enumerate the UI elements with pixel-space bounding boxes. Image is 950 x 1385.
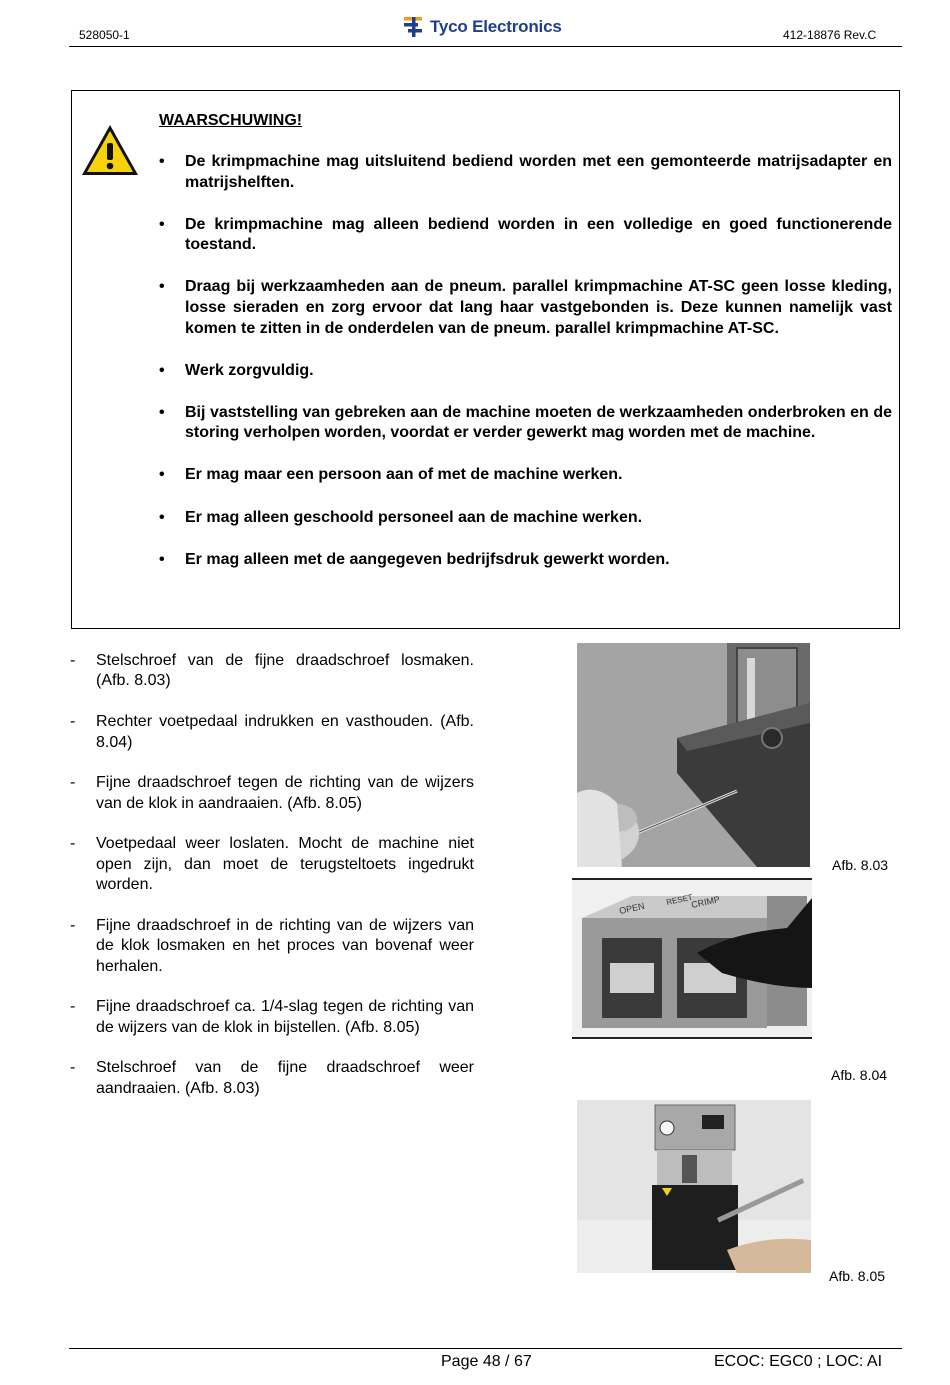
crimp-machine-illustration (577, 1100, 811, 1273)
warning-item: • De krimpmachine mag alleen bediend worden in een volledige en goed functionerende toestand. (159, 215, 892, 256)
procedure-steps (70, 651, 474, 1120)
company-logo (402, 12, 562, 42)
step-item: - Stelschroef van de fijne draadschroef weer aandraaien. (Afb. 8.03) (70, 1058, 474, 1099)
figure-8-03-photo (577, 643, 810, 867)
step-item: - Rechter voetpedaal indrukken en vasthouden. (Afb. 8.04) (70, 712, 474, 753)
figure-8-05-caption: Afb. 8.05 (829, 1268, 886, 1284)
step-item: - Stelschroef van de fijne draadschroef losmaken. (Afb. 8.03) (70, 651, 474, 692)
warning-item: • Er mag maar een persoon aan of met de machine werken. (159, 465, 892, 486)
footer-divider (69, 1348, 902, 1349)
warning-item: • Er mag alleen met de aangegeven bedrijfsdruk gewerkt worden. (159, 550, 892, 571)
revision-number: 412-18876 Rev.C (783, 28, 877, 42)
figure-8-03-caption: Afb. 8.03 (832, 857, 889, 873)
document-number: 528050-1 (79, 28, 130, 42)
figure-8-05-photo (577, 1100, 811, 1273)
warning-item: • Er mag alleen geschoold personeel aan de machine werken. (159, 508, 892, 529)
pedal-label-open: OPEN (618, 900, 646, 916)
header-divider (69, 46, 902, 47)
figure-8-04-photo (572, 878, 812, 1039)
pedal-label-reset: RESET (665, 892, 694, 907)
foot-pedal-illustration (572, 878, 812, 1039)
crimp-head-screwdriver-illustration (577, 643, 810, 867)
pedal-label-crimp: CRIMP (690, 894, 721, 910)
warning-triangle-icon (80, 123, 140, 177)
warning-title: WAARSCHUWING! (159, 112, 303, 129)
page-number: Page 48 / 67 (441, 1353, 532, 1370)
tyco-logo-icon (402, 15, 424, 39)
step-item: - Fijne draadschroef in de richting van de wijzers van de klok losmaken en het proces van bovenaf weer herhalen. (70, 916, 474, 977)
document-code: ECOC: EGC0 ; LOC: AI (714, 1353, 883, 1370)
warning-item: • Bij vaststelling van gebreken aan de machine moeten de werkzaamheden onderbroken en de storing verholpen worden, voordat er verder gewerkt mag worden met de machine. (159, 403, 892, 444)
figure-8-04-caption: Afb. 8.04 (831, 1067, 888, 1083)
step-item: - Fijne draadschroef tegen de richting van de wijzers van de klok in aandraaien. (Afb. 8.05) (70, 773, 474, 814)
brand-name: Tyco Electronics (430, 17, 562, 36)
warning-item: • De krimpmachine mag uitsluitend bediend worden met een gemonteerde matrijsadapter en matrijshelften. (159, 152, 892, 193)
warning-item: • Draag bij werkzaamheden aan de pneum. parallel krimpmachine AT-SC geen losse kleding, losse sieraden en zorg ervoor dat lang haar vastgebonden is. Deze kunnen namelijk vast komen te zitten in de onderdelen van de pneum. parallel krimpmachine AT-SC. (159, 277, 892, 339)
step-item: - Voetpedaal weer loslaten. Mocht de machine niet open zijn, dan moet de terugsteltoets ingedrukt worden. (70, 834, 474, 895)
step-item: - Fijne draadschroef ca. 1/4-slag tegen de richting van de wijzers van de klok in bijstellen. (Afb. 8.05) (70, 997, 474, 1038)
warning-list (159, 152, 892, 592)
warning-item: • Werk zorgvuldig. (159, 361, 892, 382)
